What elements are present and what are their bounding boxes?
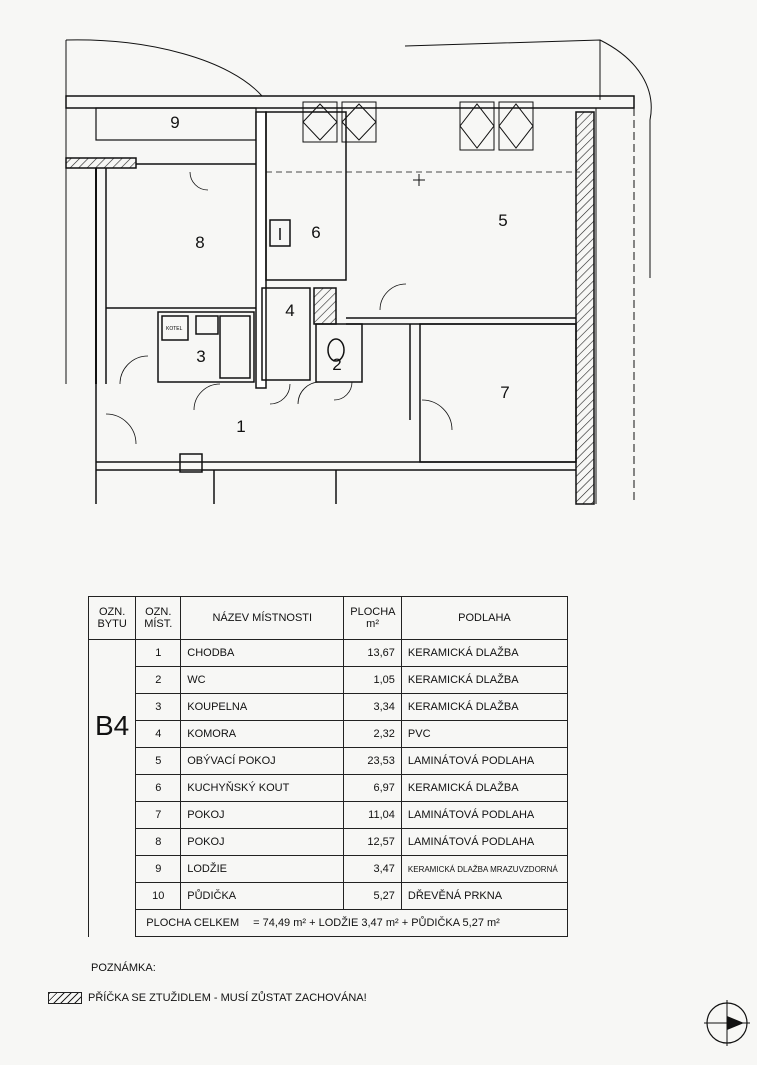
row-area: 6,97	[344, 775, 402, 802]
row-num: 9	[136, 856, 181, 883]
hatch-swatch-icon	[48, 992, 82, 1004]
room-number-label: 8	[195, 233, 205, 252]
row-num: 1	[136, 640, 181, 667]
header-nazev: NÁZEV MÍSTNOSTI	[181, 597, 344, 640]
row-num: 3	[136, 694, 181, 721]
room-table	[88, 596, 568, 937]
note-label: POZNÁMKA:	[91, 962, 156, 974]
total-cell	[136, 910, 568, 937]
row-num: 8	[136, 829, 181, 856]
table-row	[89, 640, 568, 667]
row-area: 12,57	[344, 829, 402, 856]
row-num: 6	[136, 775, 181, 802]
row-floor: LAMINÁTOVÁ PODLAHA	[401, 748, 567, 775]
total-value: = 74,49 m² + LODŽIE 3,47 m² + PŮDIČKA 5,27 m²	[253, 917, 500, 929]
room-number-label: 1	[236, 417, 246, 436]
table-row	[89, 721, 568, 748]
row-area: 23,53	[344, 748, 402, 775]
room-number-label: 5	[498, 211, 508, 230]
table-row	[89, 748, 568, 775]
row-floor: DŘEVĚNÁ PRKNA	[401, 883, 567, 910]
room-number-label: 3	[196, 347, 206, 366]
row-name: CHODBA	[181, 640, 344, 667]
room-number-label: 7	[500, 383, 510, 402]
row-name: KUCHYŇSKÝ KOUT	[181, 775, 344, 802]
row-name: POKOJ	[181, 802, 344, 829]
room-number-label: 9	[170, 113, 180, 132]
row-name: OBÝVACÍ POKOJ	[181, 748, 344, 775]
row-num: 4	[136, 721, 181, 748]
row-area: 1,05	[344, 667, 402, 694]
header-plocha: PLOCHA m²	[344, 597, 402, 640]
row-floor: KERAMICKÁ DLAŽBA MRAZUVZDORNÁ	[401, 856, 567, 883]
table-row	[89, 829, 568, 856]
row-floor: KERAMICKÁ DLAŽBA	[401, 667, 567, 694]
row-area: 13,67	[344, 640, 402, 667]
room-number-label: 6	[311, 223, 321, 242]
row-floor: LAMINÁTOVÁ PODLAHA	[401, 829, 567, 856]
row-name: LODŽIE	[181, 856, 344, 883]
row-area: 11,04	[344, 802, 402, 829]
header-podlaha: PODLAHA	[401, 597, 567, 640]
row-area: 2,32	[344, 721, 402, 748]
row-area: 5,27	[344, 883, 402, 910]
row-num: 10	[136, 883, 181, 910]
total-label: PLOCHA CELKEM	[146, 917, 240, 929]
row-name: POKOJ	[181, 829, 344, 856]
table-row	[89, 856, 568, 883]
table-row	[89, 775, 568, 802]
table-row	[89, 802, 568, 829]
table-row	[89, 694, 568, 721]
legend	[48, 992, 367, 1004]
row-name: WC	[181, 667, 344, 694]
row-name: PŮDIČKA	[181, 883, 344, 910]
row-num: 7	[136, 802, 181, 829]
room-number-label: 2	[332, 355, 342, 374]
boiler-label: KOTEL	[166, 326, 183, 332]
table-row	[89, 883, 568, 910]
row-floor: PVC	[401, 721, 567, 748]
row-floor: KERAMICKÁ DLAŽBA	[401, 775, 567, 802]
total-row	[89, 910, 568, 937]
row-area: 3,34	[344, 694, 402, 721]
row-name: KOUPELNA	[181, 694, 344, 721]
row-num: 2	[136, 667, 181, 694]
table-row	[89, 667, 568, 694]
row-name: KOMORA	[181, 721, 344, 748]
row-floor: KERAMICKÁ DLAŽBA	[401, 694, 567, 721]
row-floor: KERAMICKÁ DLAŽBA	[401, 640, 567, 667]
unit-label: B4	[89, 640, 136, 937]
row-area: 3,47	[344, 856, 402, 883]
header-ozn-bytu: OZN. BYTU	[89, 597, 136, 640]
row-floor: LAMINÁTOVÁ PODLAHA	[401, 802, 567, 829]
legend-text: PŘÍČKA SE ZTUŽIDLEM - MUSÍ ZŮSTAT ZACHOVÁNA!	[88, 992, 367, 1004]
room-number-label: 4	[285, 301, 295, 320]
floor-plan	[0, 0, 757, 520]
row-num: 5	[136, 748, 181, 775]
north-arrow-icon	[704, 1000, 750, 1046]
table-header-row	[89, 597, 568, 640]
header-ozn-mist: OZN. MÍST.	[136, 597, 181, 640]
